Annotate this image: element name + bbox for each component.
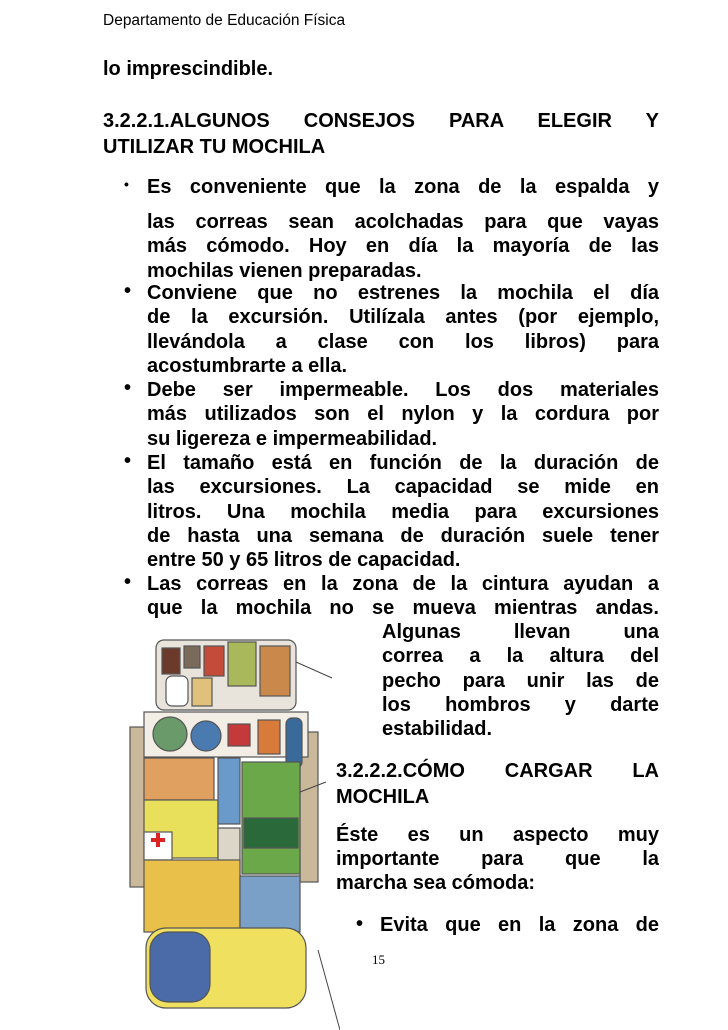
- list-line: Evita que en la zona de: [380, 914, 659, 936]
- list-item: [147, 572, 659, 621]
- list-line: entre 50 y 65 litros de capacidad.: [147, 549, 461, 572]
- list-line: los hombros y darte: [382, 693, 659, 716]
- list-line: Conviene que no estrenes la mochila el día: [147, 282, 659, 304]
- list-line: Debe ser impermeable. Los dos materiales: [147, 379, 659, 401]
- section2-paragraph: [336, 823, 659, 895]
- list-line: de hasta una semana de duración suele tener: [147, 524, 659, 547]
- backpack-illustration: [118, 632, 340, 1030]
- list-line: Es conveniente que la zona de la espalda y: [147, 176, 659, 198]
- list-line: litros. Una mochila media para excursiones: [147, 500, 659, 523]
- list-item: [147, 451, 659, 572]
- list-item: [147, 378, 659, 451]
- bullet-icon: •: [124, 450, 132, 472]
- list-item-continuation: [382, 620, 659, 741]
- list-line: llevándola a clase con los libros) para: [147, 330, 659, 353]
- page-header: Departamento de Educación Física: [103, 12, 346, 29]
- paragraph-line: Éste es un aspecto muy: [336, 824, 659, 846]
- section-title-3-2-2-1: [103, 108, 659, 160]
- section-title-line: MOCHILA: [336, 786, 430, 808]
- bullet-icon: •: [124, 280, 132, 302]
- section2-bullet: [380, 912, 659, 938]
- section-title-line: UTILIZAR TU MOCHILA: [103, 136, 326, 158]
- section-title-line: 3.2.2.2.CÓMO CARGAR LA: [336, 760, 659, 782]
- list-line: las correas sean acolchadas para que vayas: [147, 211, 659, 233]
- section-title-3-2-2-2: [336, 758, 659, 810]
- section-title-line: 3.2.2.1.ALGUNOS CONSEJOS PARA ELEGIR Y: [103, 110, 659, 132]
- list-item: [147, 281, 659, 378]
- list-line: más cómodo. Hoy en día la mayoría de las: [147, 235, 659, 258]
- bullet-icon: •: [124, 377, 132, 399]
- bullet-icon: •: [356, 913, 364, 935]
- bullet-icon: •: [124, 176, 129, 192]
- list-line: de la excursión. Utilízala antes (por ejemplo,: [147, 306, 659, 329]
- list-line: las excursiones. La capacidad se mide en: [147, 476, 659, 499]
- list-line: estabilidad.: [382, 718, 493, 741]
- intro-text: lo imprescindible.: [103, 58, 274, 80]
- list-line: mochilas vienen preparadas.: [147, 259, 422, 282]
- list-line: más utilizados son el nylon y la cordura por: [147, 403, 659, 426]
- list-line: Algunas llevan una: [382, 621, 659, 643]
- list-line: pecho para unir las de: [382, 669, 659, 692]
- bullet-icon: •: [124, 571, 132, 593]
- page-number: 15: [372, 952, 385, 967]
- list-line: correa a la altura del: [382, 645, 659, 668]
- list-item: [147, 174, 659, 283]
- list-line: acostumbrarte a ella.: [147, 354, 348, 377]
- list-line: que la mochila no se mueva mientras andas.: [147, 597, 659, 620]
- list-line: El tamaño está en función de la duración de: [147, 452, 659, 474]
- paragraph-line: marcha sea cómoda:: [336, 872, 535, 894]
- paragraph-line: importante para que la: [336, 848, 659, 870]
- list-line: su ligereza e impermeabilidad.: [147, 427, 438, 450]
- list-line: Las correas en la zona de la cintura ayudan a: [147, 573, 659, 595]
